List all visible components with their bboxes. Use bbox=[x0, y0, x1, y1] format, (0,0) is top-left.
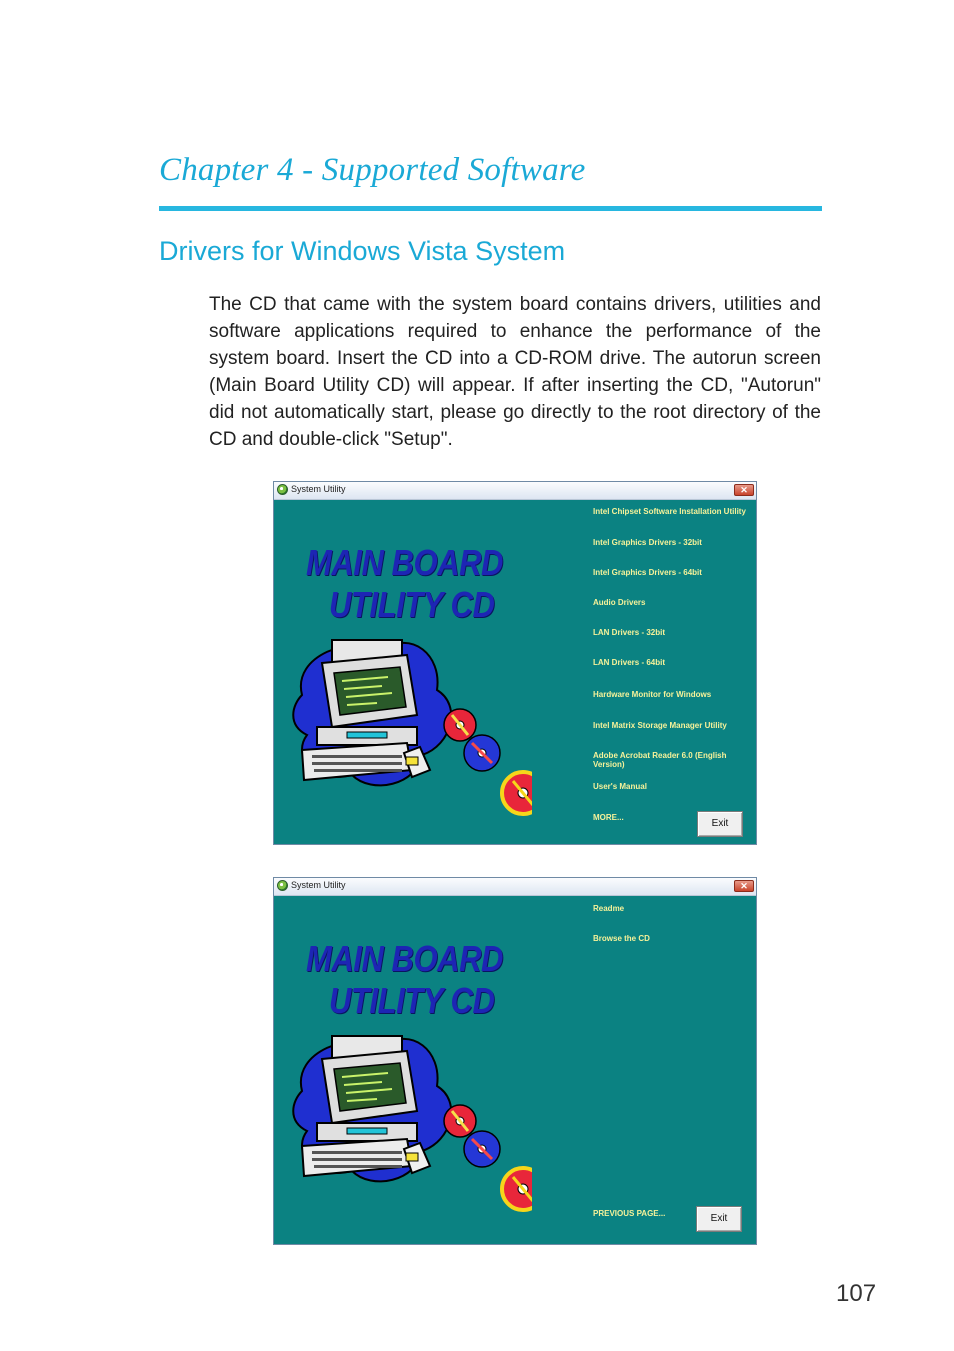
system-utility-window-2 bbox=[273, 877, 757, 1245]
menu-item-lan-64bit[interactable]: LAN Drivers - 64bit bbox=[593, 658, 666, 667]
menu-item-readme[interactable]: Readme bbox=[593, 904, 625, 913]
app-icon bbox=[277, 484, 288, 495]
menu-item-browse-cd[interactable]: Browse the CD bbox=[593, 934, 650, 943]
title-bar[interactable] bbox=[274, 878, 756, 896]
section-title: Drivers for Windows Vista System bbox=[159, 236, 566, 266]
window-client bbox=[274, 500, 756, 844]
system-utility-window-1 bbox=[273, 481, 757, 845]
menu-item-acrobat-reader[interactable]: Adobe Acrobat Reader 6.0 (English Version) bbox=[593, 751, 727, 769]
menu-item-matrix-storage[interactable]: Intel Matrix Storage Manager Utility bbox=[593, 721, 727, 730]
logo-line-1: MAIN BOARD bbox=[306, 542, 503, 583]
menu-item-previous-page[interactable]: PREVIOUS PAGE... bbox=[593, 1209, 666, 1218]
title-bar[interactable] bbox=[274, 482, 756, 500]
menu-item-more[interactable]: MORE... bbox=[593, 813, 624, 822]
close-button[interactable]: ✕ bbox=[734, 880, 754, 892]
logo-line-1: MAIN BOARD bbox=[306, 938, 503, 979]
window-title: System Utility bbox=[291, 484, 346, 494]
chapter-title: Chapter 4 - Supported Software bbox=[159, 152, 586, 188]
computer-cd-illustration bbox=[292, 1031, 532, 1241]
computer-cd-illustration bbox=[292, 635, 532, 845]
menu-item-intel-chipset[interactable]: Intel Chipset Software Installation Utility bbox=[593, 507, 746, 516]
logo-line-2: UTILITY CD bbox=[329, 980, 495, 1021]
menu-item-graphics-64bit[interactable]: Intel Graphics Drivers - 64bit bbox=[593, 568, 702, 577]
logo-line-2: UTILITY CD bbox=[329, 584, 495, 625]
chapter-rule bbox=[159, 206, 822, 211]
menu-item-hardware-monitor[interactable]: Hardware Monitor for Windows bbox=[593, 690, 712, 699]
window-client bbox=[274, 896, 756, 1244]
body-paragraph: The CD that came with the system board contains drivers, utilities and software applications required to enhance the performance of the system board. Insert the CD into a CD-ROM drive. The autorun screen (Main Board Utility CD) will appear. If after inserting the CD, "Autorun" did not automatically start, please go directly to the root directory of the CD and double-click "Setup". bbox=[209, 294, 821, 450]
window-title: System Utility bbox=[291, 880, 346, 890]
menu-item-users-manual[interactable]: User's Manual bbox=[593, 782, 647, 791]
menu-item-audio-drivers[interactable]: Audio Drivers bbox=[593, 598, 646, 607]
menu-item-graphics-32bit[interactable]: Intel Graphics Drivers - 32bit bbox=[593, 538, 702, 547]
page-number: 107 bbox=[836, 1280, 877, 1307]
close-button[interactable]: ✕ bbox=[734, 484, 754, 496]
exit-button[interactable]: Exit bbox=[696, 1206, 742, 1232]
app-icon bbox=[277, 880, 288, 891]
exit-button[interactable]: Exit bbox=[697, 811, 743, 837]
menu-item-lan-32bit[interactable]: LAN Drivers - 32bit bbox=[593, 628, 666, 637]
